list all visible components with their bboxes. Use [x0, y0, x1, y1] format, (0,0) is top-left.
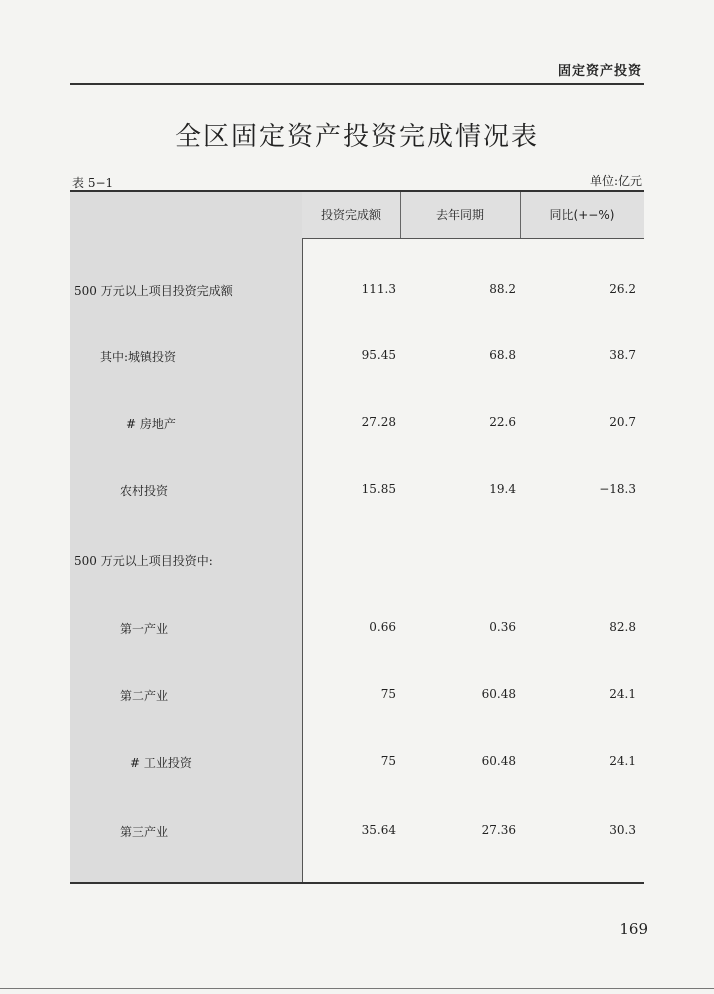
column-header: 同比(+−%) — [549, 208, 615, 222]
column-header: 投资完成额 — [320, 208, 381, 222]
page-title: 全区固定资产投资完成情况表 — [174, 122, 539, 152]
table-cell: 15.85 — [361, 482, 396, 496]
table-cell: 30.3 — [609, 823, 636, 837]
row-label: # 房地产 — [126, 417, 176, 431]
table-cell: 22.6 — [489, 415, 516, 429]
table-header-row — [302, 192, 644, 239]
table-cell: 95.45 — [361, 348, 396, 362]
table-cell: 20.7 — [609, 415, 636, 429]
row-label: 第一产业 — [120, 622, 169, 636]
header-rule — [70, 83, 644, 85]
table-cell: 60.48 — [481, 754, 516, 768]
table-cell: 27.36 — [481, 823, 516, 837]
table-cell: 24.1 — [609, 754, 636, 768]
row-label: 第三产业 — [120, 825, 169, 839]
table-cell: 82.8 — [609, 620, 636, 634]
running-header: 固定资产投资 — [557, 64, 642, 79]
page-number: 169 — [619, 920, 648, 938]
table-cell: 24.1 — [609, 687, 636, 701]
table-cell: −18.3 — [599, 482, 636, 496]
column-divider — [302, 192, 303, 882]
table-cell: 19.4 — [489, 482, 516, 496]
row-label: 其中:城镇投资 — [100, 350, 177, 364]
table-cell: 75 — [380, 687, 396, 701]
table-cell: 0.36 — [489, 620, 516, 634]
section-label: 500 万元以上项目投资中: — [74, 554, 213, 568]
table-cell: 60.48 — [481, 687, 516, 701]
table-cell: 111.3 — [361, 282, 396, 296]
table-cell: 0.66 — [369, 620, 396, 634]
table-cell: 38.7 — [609, 348, 636, 362]
row-label: 农村投资 — [120, 484, 169, 498]
table-cell: 88.2 — [489, 282, 516, 296]
table-cell: 26.2 — [609, 282, 636, 296]
row-label: 500 万元以上项目投资完成额 — [74, 284, 233, 298]
table-code: 表 5−1 — [72, 176, 114, 190]
table-cell: 75 — [380, 754, 396, 768]
row-label: 第二产业 — [120, 689, 169, 703]
unit-label: 单位:亿元 — [589, 174, 642, 188]
investment-table — [70, 190, 644, 884]
table-cell: 68.8 — [489, 348, 516, 362]
column-header: 去年同期 — [435, 208, 484, 222]
table-cell: 27.28 — [361, 415, 396, 429]
table-cell: 35.64 — [361, 823, 396, 837]
row-label: # 工业投资 — [130, 756, 192, 770]
bottom-rule — [0, 988, 714, 989]
